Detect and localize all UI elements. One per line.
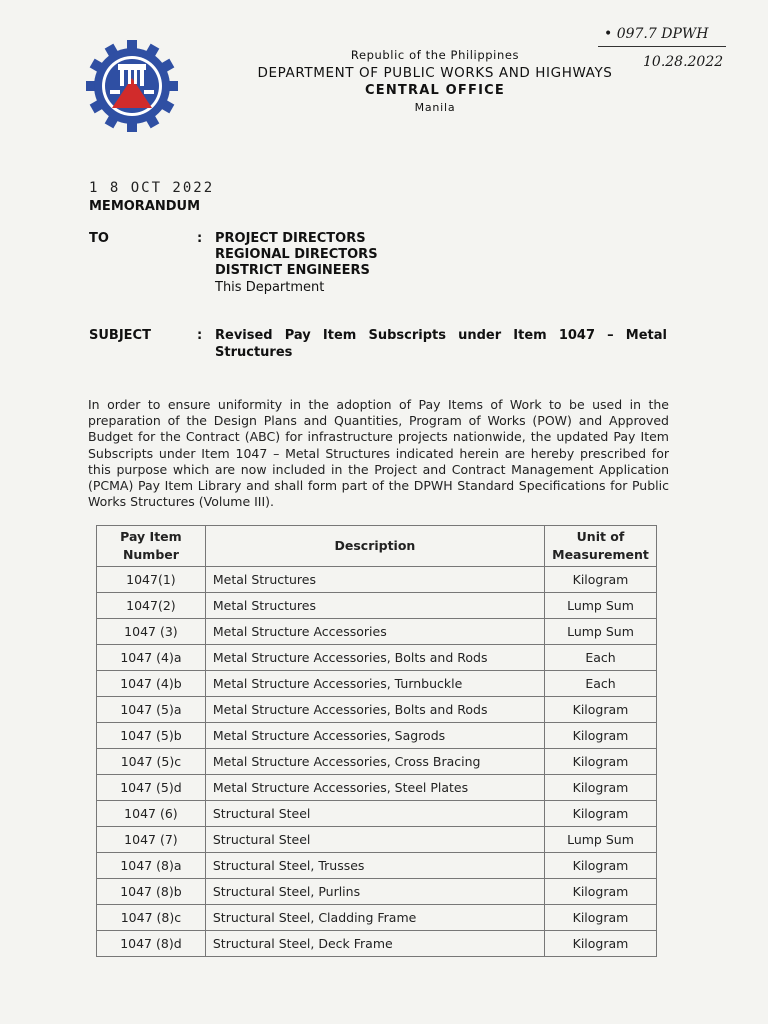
table-row [97, 593, 657, 619]
cell-unit: Kilogram [544, 749, 656, 775]
date-stamp: 1 8 OCT 2022 [89, 180, 215, 196]
cell-number: 1047 (7) [97, 827, 206, 853]
subject-line-1: Revised Pay Item Subscripts under Item 1047 – Metal [215, 328, 667, 343]
city-line: Manila [414, 101, 456, 114]
table-row [97, 879, 657, 905]
cell-number: 1047 (8)d [97, 931, 206, 957]
subject-colon: : [197, 328, 203, 343]
header-unit-line2: Measurement [552, 547, 649, 562]
table-row [97, 619, 657, 645]
department-name: DEPARTMENT OF PUBLIC WORKS AND HIGHWAYS [257, 65, 613, 81]
memo-type: MEMORANDUM [89, 199, 201, 214]
pay-item-table [96, 525, 657, 957]
cell-number: 1047 (6) [97, 801, 206, 827]
table-row [97, 801, 657, 827]
cell-number: 1047 (5)a [97, 697, 206, 723]
cell-description: Metal Structure Accessories, Cross Bracing [205, 749, 544, 775]
cell-unit: Kilogram [544, 879, 656, 905]
cell-number: 1047 (5)c [97, 749, 206, 775]
cell-number: 1047 (5)d [97, 775, 206, 801]
header-pay-item-number [97, 526, 206, 567]
header-number-line2: Number [122, 547, 179, 562]
cell-unit: Each [544, 645, 656, 671]
table-row [97, 905, 657, 931]
table-row [97, 645, 657, 671]
cell-unit: Kilogram [544, 853, 656, 879]
cell-number: 1047 (8)b [97, 879, 206, 905]
to-label: TO [89, 231, 109, 246]
header-number-line1: Pay Item [120, 529, 182, 544]
cell-number: 1047(1) [97, 567, 206, 593]
memo-body: In order to ensure uniformity in the adoption of Pay Items of Work to be used in the preparation of the Design Plans and Quantities, Program of Works (POW) and Approved Budget for the Contract (ABC) for infrastructure projects nationwide, the updated Pay Item Subscripts under Item 1047 – Metal Structures indicated herein are hereby prescribed for this purpose which are now included in the Project and Contract Management Application (PCMA) Pay Item Library and shall form part of the DPWH Standard Specifications for Public Works Structures (Volume III). [88, 397, 669, 510]
cell-description: Metal Structures [205, 567, 544, 593]
cell-description: Structural Steel [205, 801, 544, 827]
table-row [97, 697, 657, 723]
header-unit [544, 526, 656, 567]
cell-number: 1047 (5)b [97, 723, 206, 749]
recipient-1: PROJECT DIRECTORS [215, 231, 366, 246]
cell-description: Metal Structure Accessories, Turnbuckle [205, 671, 544, 697]
cell-unit: Kilogram [544, 567, 656, 593]
subject-label: SUBJECT [89, 328, 151, 343]
cell-unit: Lump Sum [544, 827, 656, 853]
cell-unit: Kilogram [544, 775, 656, 801]
cell-description: Structural Steel, Purlins [205, 879, 544, 905]
table-row [97, 853, 657, 879]
central-office-title: CENTRAL OFFICE [365, 83, 505, 98]
cell-number: 1047(2) [97, 593, 206, 619]
cell-description: Metal Structure Accessories [205, 619, 544, 645]
cell-description: Structural Steel [205, 827, 544, 853]
recipient-2: REGIONAL DIRECTORS [215, 247, 378, 262]
cell-unit: Kilogram [544, 697, 656, 723]
table-row [97, 775, 657, 801]
dpwh-gear-logo-icon [84, 38, 180, 134]
cell-unit: Lump Sum [544, 619, 656, 645]
subject-line-2: Structures [215, 345, 293, 360]
cell-unit: Kilogram [544, 723, 656, 749]
receiving-number: • 097.7 DPWH [604, 26, 709, 42]
header-unit-line1: Unit of [576, 529, 625, 544]
cell-description: Metal Structure Accessories, Bolts and Rods [205, 697, 544, 723]
cell-unit: Each [544, 671, 656, 697]
receiving-date: 10.28.2022 [643, 54, 724, 70]
receiving-underline [598, 46, 726, 47]
header-description: Description [205, 526, 544, 567]
cell-description: Structural Steel, Deck Frame [205, 931, 544, 957]
cell-number: 1047 (4)a [97, 645, 206, 671]
cell-description: Metal Structure Accessories, Steel Plates [205, 775, 544, 801]
cell-number: 1047 (3) [97, 619, 206, 645]
cell-number: 1047 (8)a [97, 853, 206, 879]
table-row [97, 749, 657, 775]
table-row [97, 671, 657, 697]
cell-description: Metal Structure Accessories, Bolts and Rods [205, 645, 544, 671]
table-row [97, 827, 657, 853]
cell-description: Metal Structures [205, 593, 544, 619]
table-row [97, 567, 657, 593]
cell-number: 1047 (4)b [97, 671, 206, 697]
table-header-row [97, 526, 657, 567]
cell-description: Metal Structure Accessories, Sagrods [205, 723, 544, 749]
cell-number: 1047 (8)c [97, 905, 206, 931]
cell-description: Structural Steel, Trusses [205, 853, 544, 879]
recipient-note: This Department [215, 280, 325, 295]
table-row [97, 723, 657, 749]
cell-unit: Kilogram [544, 905, 656, 931]
to-colon: : [197, 231, 203, 246]
cell-unit: Kilogram [544, 931, 656, 957]
republic-line: Republic of the Philippines [350, 48, 520, 62]
table-row [97, 931, 657, 957]
cell-unit: Lump Sum [544, 593, 656, 619]
cell-description: Structural Steel, Cladding Frame [205, 905, 544, 931]
recipient-3: DISTRICT ENGINEERS [215, 263, 370, 278]
cell-unit: Kilogram [544, 801, 656, 827]
